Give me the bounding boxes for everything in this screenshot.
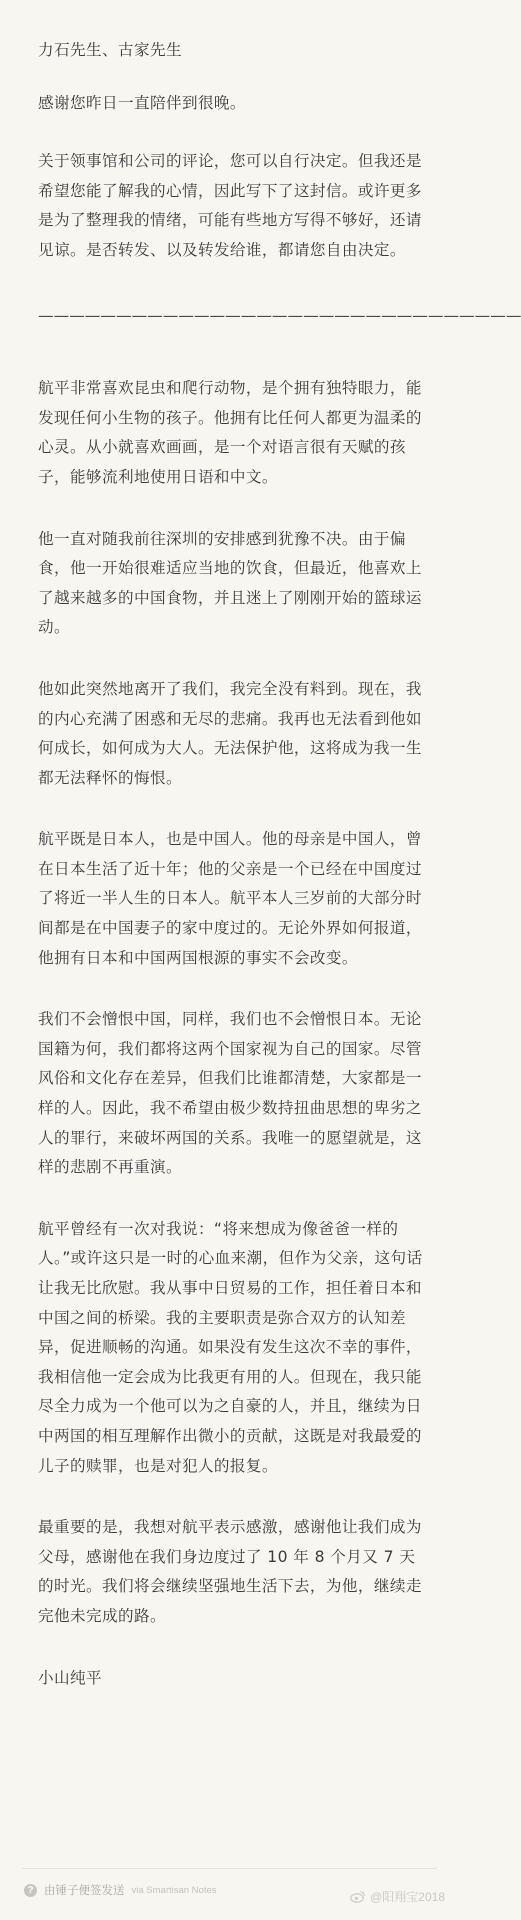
question-circle-icon: ? (24, 1884, 37, 1897)
signature: 小山纯平 (38, 1668, 102, 1687)
watermark-area (350, 1888, 445, 1905)
paragraph-about-son: 航平非常喜欢昆虫和爬行动物，是个拥有独特眼力，能发现任何小生物的孩子。他拥有比任何人都更为温柔的心灵。从小就喜欢画画，是一个对语言很有天赋的孩子，能够流利地使用日语和中文。 (38, 379, 422, 486)
salutation: 力石先生、古家先生 (38, 41, 182, 59)
paragraph-gratitude-son: 最重要的是，我想对航平表示感激，感谢他让我们成为父母，感谢他在我们身边度过了 10 年 8 个月又 7 天的时光。我们将会继续坚强地生活下去，为他，继续走完他未完成的路。 (38, 1518, 422, 1625)
paragraph-grief: 他如此突然地离开了我们，我完全没有料到。现在，我的内心充满了困惑和无尽的悲痛。我再也无法看到他如何成长，如何成为大人。无法保护他，这将成为我一生都无法释怀的悔恨。 (38, 679, 422, 787)
gratitude-line: 感谢您昨日一直陪伴到很晚。 (38, 93, 246, 112)
separator-line: ——————————————————————————————— (38, 306, 521, 325)
footer-app-name: 由锤子便签发送 (44, 1885, 125, 1897)
paragraph-shenzhen: 他一直对随我前往深圳的安排感到犹豫不决。由于偏食，他一开始很难适应当地的饮食，但最近，他喜欢上了越来越多的中国食物，并且迷上了刚刚开始的篮球运动。 (38, 529, 422, 637)
letter-body (38, 36, 521, 1693)
footer-via-text: via Smartisan Notes (131, 1884, 217, 1896)
paragraph-like-father: 航平曾经有一次对我说：“将来想成为像爸爸一样的人。”或许这只是一时的心血来潮，但作为父亲，这句话让我无比欣慰。我从事中日贸易的工作，担任着日本和中国之间的桥梁。我的主要职责是弥合双方的认知差异，促进顺畅的沟通。如果没有发生这次不幸的事件，我相信他一定会成为比我更有用的人。但现在，我只能尽全力成为一个他可以为之自豪的人，并且，继续为日中两国的相互理解作出微小的贡献，这既是对我最爱的儿子的赎罪，也是对犯人的报复。 (38, 1219, 423, 1475)
intro-paragraph: 关于领事馆和公司的评论，您可以自行决定。但我还是希望您能了解我的心情，因此写下了这封信。或许更多是为了整理我的情绪，可能有些地方写得不够好，还请见谅。是否转发、以及转发给谁，都请您自由决定。 (38, 152, 422, 259)
paragraph-heritage: 航平既是日本人，也是中国人。他的母亲是中国人，曾在日本生活了近十年；他的父亲是一个已经在中国度过了将近一半人生的日本人。航平本人三岁前的大部分时间都是在中国妻子的家中度过的。无论外界如何报道，他拥有日本和中国两国根源的事实不会改变。 (38, 830, 422, 967)
footer (0, 1868, 459, 1920)
weibo-logo-icon (350, 1890, 366, 1903)
watermark-text: @阳翔宝2018 (370, 1890, 445, 1904)
paragraph-no-hatred: 我们不会憎恨中国，同样，我们也不会憎恨日本。无论国籍为何，我们都将这两个国家视为自己的国家。尽管风俗和文化存在差异，但我们比谁都清楚，大家都是一样的人。因此，我不希望由极少数持扭曲思想的卑劣之人的罪行，来破坏两国的关系。我唯一的愿望就是，这样的悲剧不再重演。 (38, 1010, 422, 1177)
sent-via (24, 1882, 217, 1898)
footer-divider (22, 1868, 437, 1869)
